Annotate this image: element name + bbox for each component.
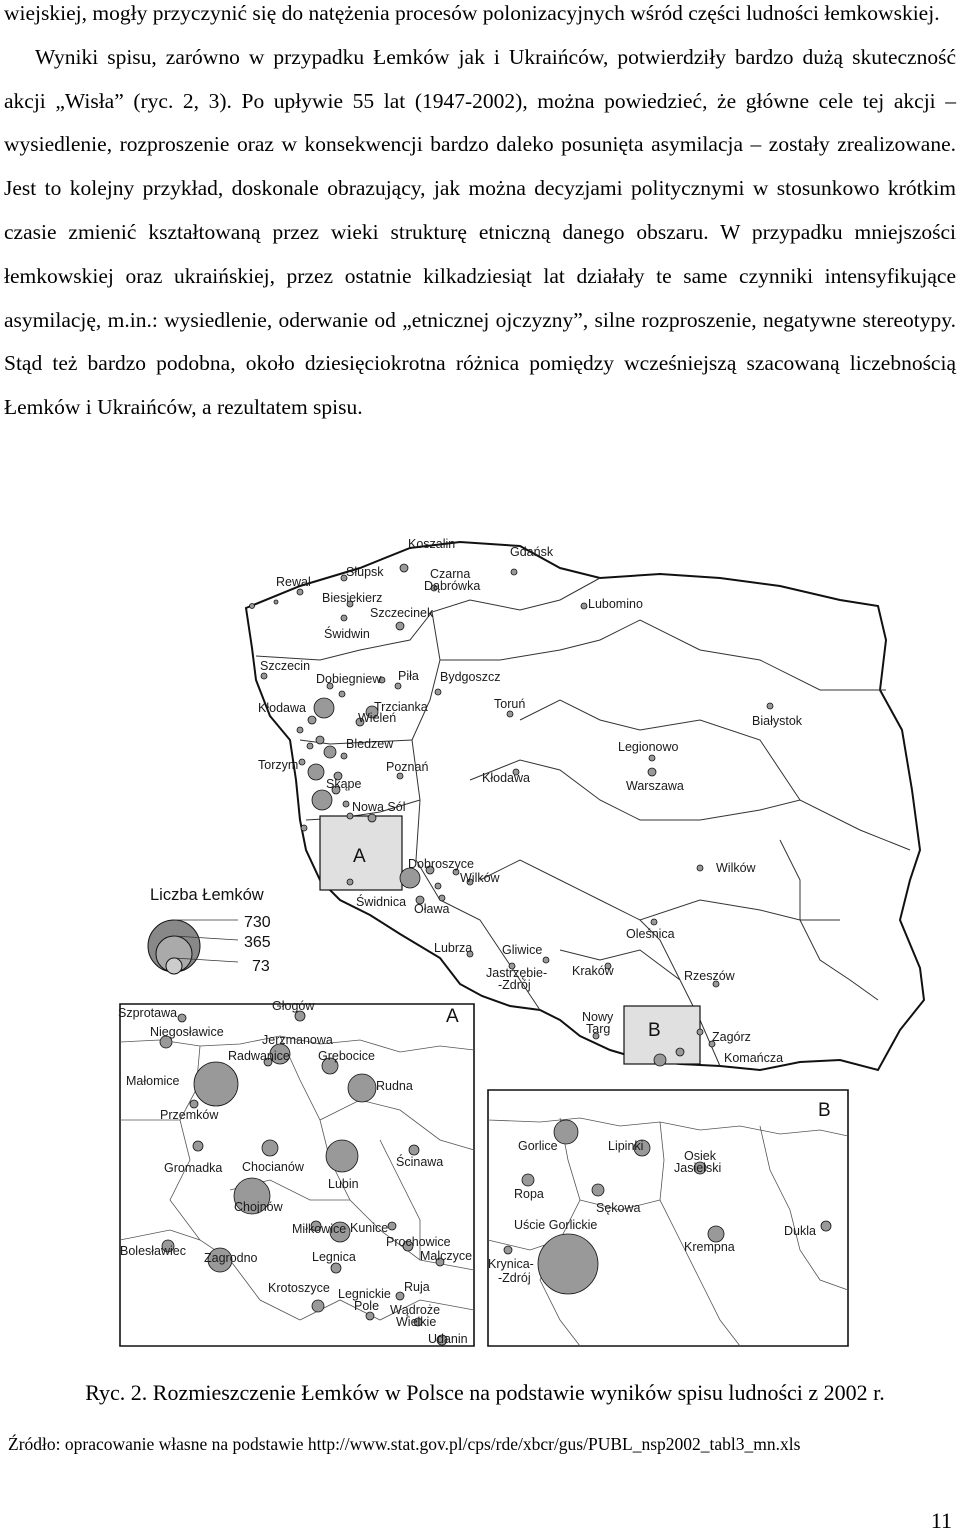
- place-label: Chocianów: [242, 1160, 304, 1174]
- place-label: Szprotawa: [118, 1006, 178, 1020]
- legend-value-1: 365: [244, 934, 271, 951]
- place-label: Dąbrówka: [424, 579, 481, 593]
- place-label: Komańcza: [724, 1051, 784, 1065]
- place-label: Wieleń: [358, 711, 397, 725]
- place-label: Chojnów: [234, 1200, 283, 1214]
- place-label: Kłodawa: [482, 771, 530, 785]
- place-label: Wielkie: [396, 1315, 437, 1329]
- place-label: Ścinawa: [396, 1155, 444, 1169]
- place-label: Bydgoszcz: [440, 670, 501, 684]
- lemko-distribution-map: [0, 528, 960, 1360]
- place-label: Radwanice: [228, 1049, 290, 1063]
- place-label: Legnica: [312, 1250, 356, 1264]
- place-label: Bledzew: [346, 737, 394, 751]
- place-label: Ruja: [404, 1280, 430, 1294]
- inset-b-title: B: [818, 1100, 831, 1121]
- place-label: Oława: [414, 902, 450, 916]
- place-label: Koszalin: [408, 537, 456, 551]
- place-label: Targ: [586, 1022, 611, 1036]
- place-label: Głogów: [272, 999, 315, 1013]
- place-label: Gromadka: [164, 1161, 223, 1175]
- place-label: Lubin: [328, 1177, 359, 1191]
- place-label: Udanin: [428, 1332, 468, 1346]
- place-label: Zagrodno: [204, 1251, 258, 1265]
- legend-circle-small: [166, 958, 182, 974]
- place-label: Lipinki: [608, 1139, 644, 1153]
- place-label: Krempna: [684, 1240, 735, 1254]
- place-label: Gorlice: [518, 1139, 558, 1153]
- figure-caption: Ryc. 2. Rozmieszczenie Łemków w Polsce na podstawie wyników spisu ludności z 2002 r.: [85, 1380, 885, 1405]
- place-label: Świdnica: [356, 895, 407, 909]
- place-label: Malczyce: [420, 1249, 473, 1263]
- place-label: Nowa Sól: [352, 800, 406, 814]
- place-label: Dobiegniew: [316, 672, 382, 686]
- place-label: Zagórz: [712, 1030, 751, 1044]
- place-label: Osiek: [684, 1149, 716, 1163]
- place-label: Jerzmanowa: [262, 1033, 333, 1047]
- place-label: Krotoszyce: [268, 1281, 330, 1295]
- place-label: Nowy: [582, 1010, 614, 1024]
- place-label: Skąpe: [326, 777, 362, 791]
- source-prefix: Źródło: opracowanie własne na podstawie: [8, 1434, 308, 1454]
- place-label: Rzeszów: [684, 969, 735, 983]
- legend: [148, 886, 271, 975]
- paragraph-2: Wyniki spisu, zarówno w przypadku Łemków jak i Ukraińców, potwierdziły bardzo dużą skuteczność akcji „Wisła” (ryc. 2, 3). Po upływie 55 lat (1947-2002), można powiedzieć, że główne cele tej akcji – wysiedlenie, rozproszenie oraz w konsekwencji bardzo daleko posunięta asymilacja – zostały zrealizowane. Jest to kolejny przykład, doskonale obrazujący, jak można decyzjami politycznymi w stosunkowo krótkim czasie zmienić kształtowaną przez wieki strukturę etniczną danego obszaru. W przypadku mniejszości łemkowskiej oraz ukraińskiej, przez ostatnie kilkadziesiąt lat działały te same czynniki intensyfikujące asymilację, m.in.: wysiedlenie, oderwanie od „etnicznej ojczyzny”, silne rozproszenie, negatywne stereotypy. Stąd też bardzo podobna, około dziesięciokrotna różnica pomiędzy wcześniejszą szacowaną liczebnością Łemków i Ukraińców, a rezultatem spisu.: [4, 44, 956, 420]
- place-label: Słupsk: [346, 565, 384, 579]
- place-label: Legnickie: [338, 1287, 391, 1301]
- place-label: Białystok: [752, 714, 803, 728]
- place-label: Warszawa: [626, 779, 684, 793]
- place-label: Szczecinek: [370, 606, 434, 620]
- place-label: Jasielski: [674, 1161, 722, 1175]
- place-label: Lubrza: [434, 941, 473, 955]
- place-label: Jastrzębie-: [486, 966, 548, 980]
- inset-a-title: A: [446, 1006, 459, 1027]
- place-label: Szczecin: [260, 659, 311, 673]
- place-label: Grębocice: [318, 1049, 375, 1063]
- paragraph-1: wiejskiej, mogły przyczynić się do natężenia procesów polonizacyjnych wśród części ludności łemkowskiej.: [4, 1, 940, 25]
- place-label: Lubomino: [588, 597, 643, 611]
- legend-value-0: 730: [244, 914, 271, 931]
- place-label: Trzcianka: [374, 700, 428, 714]
- source-url[interactable]: http://www.stat.gov.pl/cps/rde/xbcr/gus/PUBL_nsp2002_tabl3_mn.xls: [307, 1434, 801, 1454]
- place-label: Legionowo: [618, 740, 679, 754]
- place-label: Dukla: [784, 1224, 816, 1238]
- place-label: Czarna: [430, 567, 471, 581]
- place-label: Świdwin: [324, 627, 370, 641]
- body-text: [4, 0, 956, 430]
- place-label: Kraków: [572, 964, 614, 978]
- place-label: Dobroszyce: [408, 857, 474, 871]
- place-label: Oleśnica: [626, 927, 675, 941]
- place-label: Wądroże: [390, 1303, 441, 1317]
- place-label: Krynica-: [488, 1257, 534, 1271]
- place-label: Rewal: [276, 575, 311, 589]
- place-label: Kłodawa: [258, 701, 306, 715]
- place-label: Gliwice: [502, 943, 543, 957]
- place-label: Piła: [398, 669, 419, 683]
- place-label: Uście Gorlickie: [514, 1218, 598, 1232]
- place-label: Przemków: [160, 1108, 219, 1122]
- place-label: Kunice: [350, 1221, 389, 1235]
- place-label: Poznań: [386, 760, 429, 774]
- legend-value-2: 73: [252, 958, 270, 975]
- place-label: Prochowice: [386, 1235, 451, 1249]
- place-label: Torzym: [258, 758, 299, 772]
- place-label: Bolesławiec: [120, 1244, 187, 1258]
- place-label: Ropa: [514, 1187, 544, 1201]
- inset-a-marker: A: [353, 846, 366, 867]
- place-label: Pole: [354, 1299, 380, 1313]
- place-label: Małomice: [126, 1074, 180, 1088]
- place-label: -Zdrój: [498, 978, 531, 992]
- place-label: Wilków: [716, 861, 756, 875]
- place-label: Biesiekierz: [322, 591, 383, 605]
- place-label: Wilków: [460, 871, 500, 885]
- place-label: Niegosławice: [150, 1025, 224, 1039]
- page-number: 11: [930, 1508, 952, 1533]
- inset-b-marker: B: [648, 1020, 661, 1041]
- legend-title: Liczba Łemków: [150, 886, 264, 904]
- place-label: Sękowa: [596, 1201, 641, 1215]
- place-label: Toruń: [494, 697, 526, 711]
- place-label: -Zdrój: [498, 1271, 531, 1285]
- place-label: Gdańsk: [510, 545, 554, 559]
- place-label: Miłkowice: [292, 1222, 347, 1236]
- place-label: Rudna: [376, 1079, 413, 1093]
- figure-source: [8, 1432, 958, 1456]
